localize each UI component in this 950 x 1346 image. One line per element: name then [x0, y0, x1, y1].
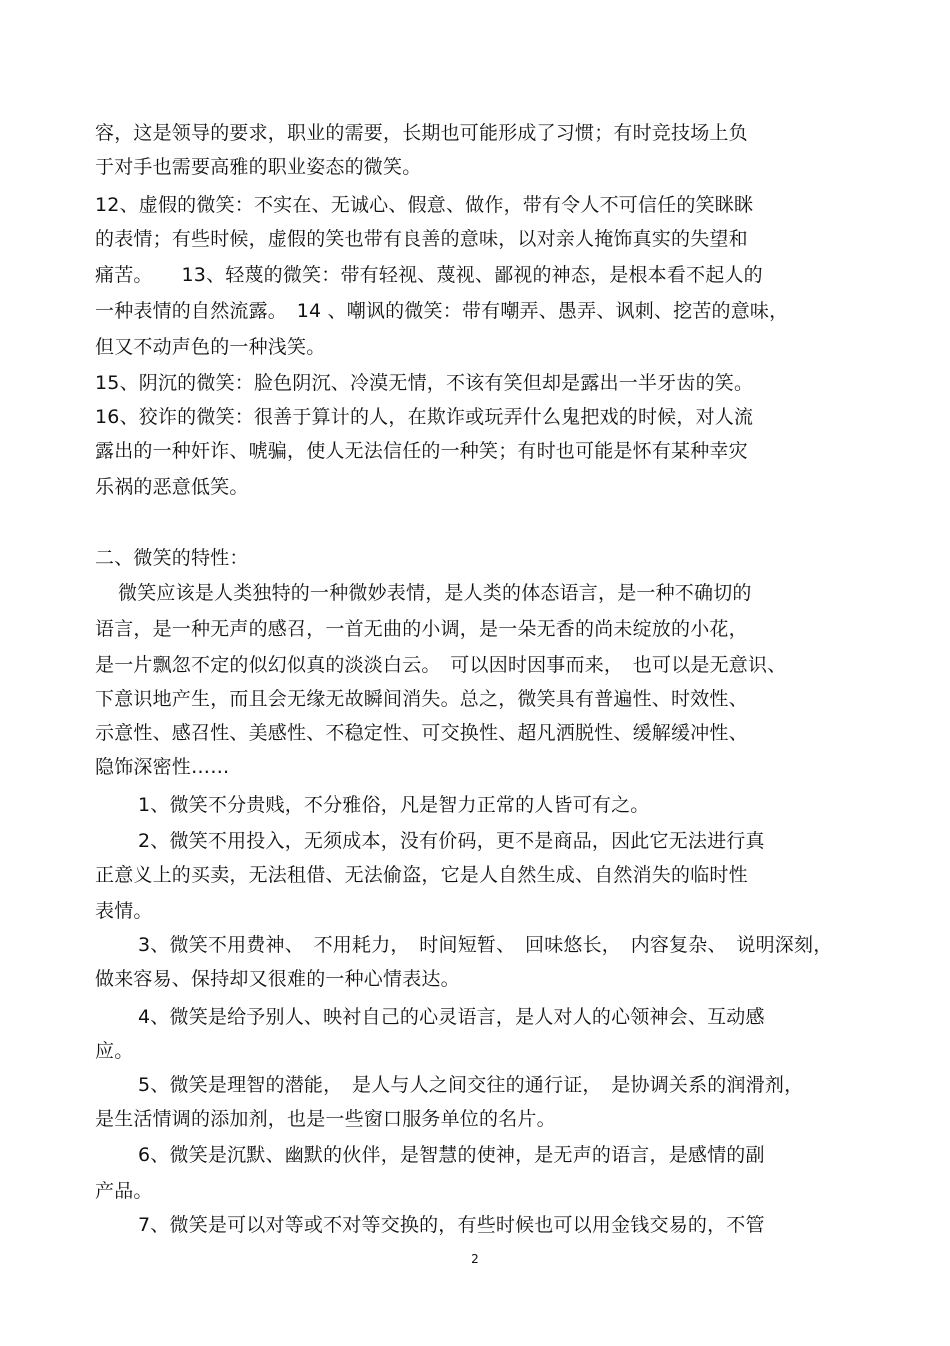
page-number: 2 — [471, 1252, 479, 1266]
list-item: 7、微笑是可以对等或不对等交换的，有些时候也可以用金钱交易的，不管 — [138, 1214, 765, 1236]
text-line: 应。 — [95, 1040, 134, 1062]
text-line: 容，这是领导的要求，职业的需要，长期也可能形成了习惯；有时竞技场上负 — [95, 122, 748, 144]
list-item: 3、微笑不用费神、 不用耗力， 时间短暂、 回味悠长， 内容复杂、 说明深刻， — [138, 934, 833, 956]
text-line: 痛苦。 13、轻蔑的微笑：带有轻视、蔑视、鄙视的神态，是根本看不起人的 — [95, 264, 763, 286]
text-line: 隐饰深密性…… — [95, 756, 230, 778]
text-line: 于对手也需要高雅的职业姿态的微笑。 — [95, 156, 422, 178]
text-line: 但又不动声色的一种浅笑。 — [95, 336, 326, 358]
text-line: 16、狡诈的微笑：很善于算计的人，在欺诈或玩弄什么鬼把戏的时候，对人流 — [95, 406, 754, 428]
list-item: 1、微笑不分贵贱，不分雅俗，凡是智力正常的人皆可有之。 — [138, 794, 650, 816]
list-item: 4、微笑是给予别人、映衬自己的心灵语言，是人对人的心领神会、互动感 — [138, 1006, 765, 1028]
text-line: 产品。 — [95, 1180, 153, 1202]
text-line: 15、阴沉的微笑：脸色阴沉、冷漠无情，不该有笑但却是露出一半牙齿的笑。 — [95, 372, 754, 394]
list-item: 5、微笑是理智的潜能， 是人与人之间交往的通行证， 是协调关系的润滑剂， — [138, 1074, 804, 1096]
text-line: 的表情；有些时候，虚假的笑也带有良善的意味，以对亲人掩饰真实的失望和 — [95, 228, 748, 250]
text-line: 语言，是一种无声的感召，一首无曲的小调，是一朵无香的尚未绽放的小花， — [95, 618, 748, 640]
text-line: 是一片飘忽不定的似幻似真的淡淡白云。 可以因时因事而来， 也可以是无意识、 — [95, 654, 787, 676]
text-line: 露出的一种奸诈、唬骗，使人无法信任的一种笑；有时也可能是怀有某种幸灾 — [95, 440, 748, 462]
text-line: 表情。 — [95, 900, 153, 922]
text-line: 微笑应该是人类独特的一种微妙表情，是人类的体态语言，是一种不确切的 — [118, 582, 752, 604]
text-line: 做来容易、保持却又很难的一种心情表达。 — [95, 968, 460, 990]
text-line: 是生活情调的添加剂，也是一些窗口服务单位的名片。 — [95, 1108, 556, 1130]
text-line: 示意性、感召性、美感性、不稳定性、可交换性、超凡洒脱性、缓解缓冲性、 — [95, 722, 748, 744]
list-item: 2、微笑不用投入，无须成本，没有价码，更不是商品，因此它无法进行真 — [138, 830, 765, 852]
text-line: 正意义上的买卖，无法租借、无法偷盗，它是人自然生成、自然消失的临时性 — [95, 864, 748, 886]
list-item: 6、微笑是沉默、幽默的伙伴，是智慧的使神，是无声的语言，是感情的副 — [138, 1144, 765, 1166]
text-line: 下意识地产生，而且会无缘无故瞬间消失。总之，微笑具有普遍性、时效性、 — [95, 688, 748, 710]
text-line: 乐祸的恶意低笑。 — [95, 476, 249, 498]
section-heading: 二、微笑的特性： — [95, 547, 249, 569]
text-line: 一种表情的自然流露。 14 、嘲讽的微笑：带有嘲弄、愚弄、讽刺、挖苦的意味， — [95, 300, 789, 322]
text-line: 12、虚假的微笑：不实在、无诚心、假意、做作，带有令人不可信任的笑眯眯 — [95, 194, 754, 216]
